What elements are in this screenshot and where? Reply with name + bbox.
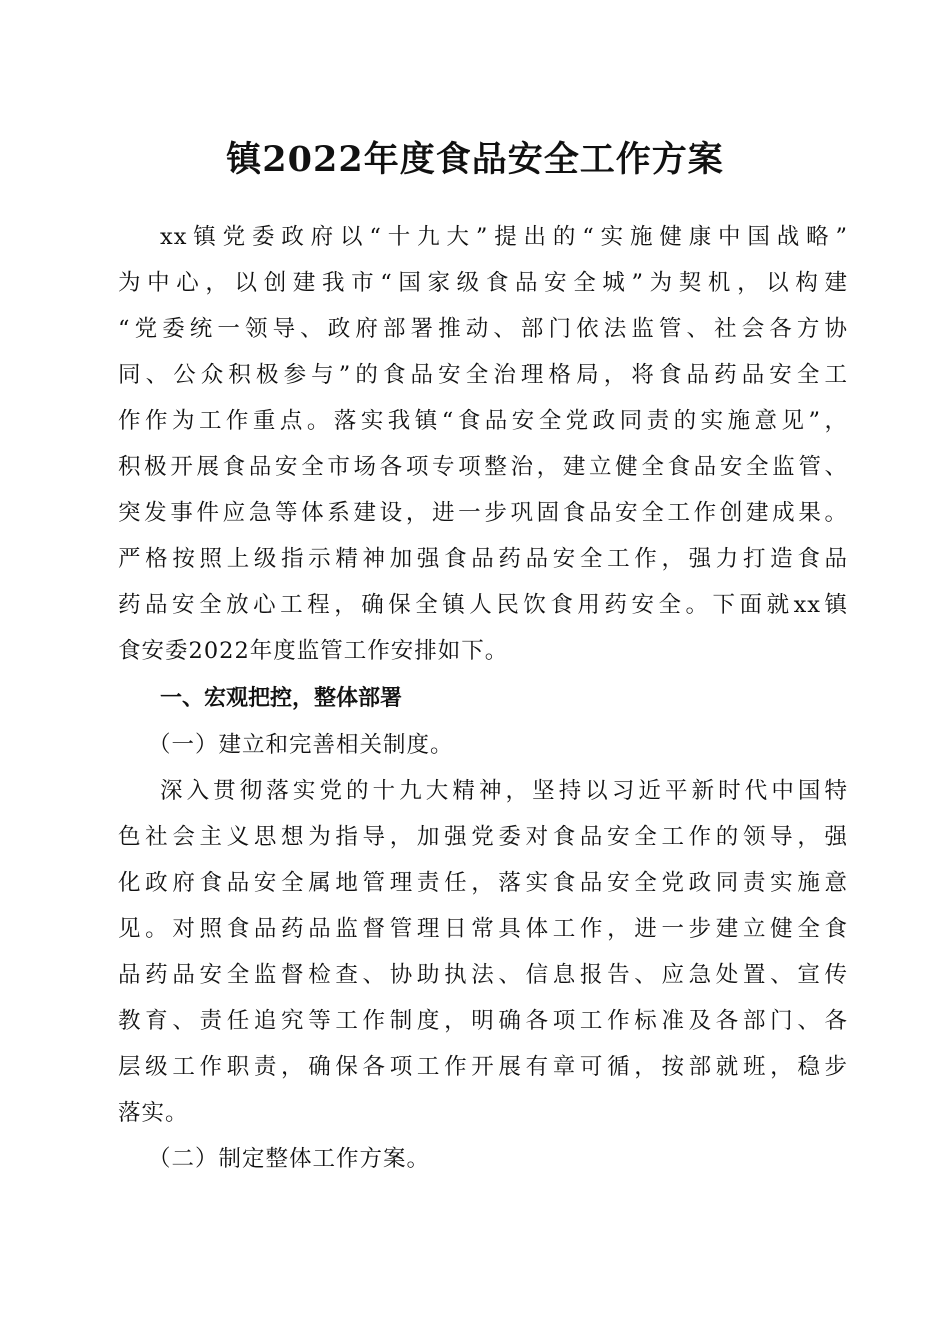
document-title: 镇2022年度食品安全工作方案: [226, 139, 724, 180]
paragraph-line: 作作为工作重点。落实我镇“食品安全党政同责的实施意见”，: [118, 408, 848, 434]
subsection-heading: （二）制定整体工作方案。: [148, 1146, 431, 1172]
paragraph-line: xx镇党委政府以“十九大”提出的“实施健康中国战略”: [160, 224, 848, 250]
paragraph-line: “党委统一领导、政府部署推动、部门依法监管、社会各方协: [118, 316, 848, 342]
paragraph-line: 为中心，以创建我市“国家级食品安全城”为契机，以构建: [118, 270, 848, 296]
paragraph-line: 落实。: [118, 1100, 189, 1126]
paragraph-line: 层级工作职责，确保各项工作开展有章可循，按部就班，稳步: [118, 1054, 848, 1080]
paragraph-line: 食安委2022年度监管工作安排如下。: [118, 638, 509, 664]
paragraph-line: 积极开展食品安全市场各项专项整治，建立健全食品安全监管、: [118, 454, 848, 480]
paragraph-line: 化政府食品安全属地管理责任，落实食品安全党政同责实施意: [118, 870, 848, 896]
paragraph-line: 严格按照上级指示精神加强食品药品安全工作，强力打造食品: [118, 546, 848, 572]
paragraph-line: 突发事件应急等体系建设，进一步巩固食品安全工作创建成果。: [118, 500, 848, 526]
paragraph-line: 药品安全放心工程，确保全镇人民饮食用药安全。下面就xx镇: [118, 592, 848, 618]
section-heading: 一、宏观把控，整体部署: [160, 686, 403, 711]
paragraph-line: 深入贯彻落实党的十九大精神，坚持以习近平新时代中国特: [160, 778, 848, 804]
paragraph-line: 教育、责任追究等工作制度，明确各项工作标准及各部门、各: [118, 1008, 848, 1034]
paragraph-line: 同、公众积极参与”的食品安全治理格局，将食品药品安全工: [118, 362, 848, 388]
paragraph-line: 品药品安全监督检查、协助执法、信息报告、应急处置、宣传: [118, 962, 848, 988]
subsection-heading: （一）建立和完善相关制度。: [148, 732, 454, 758]
paragraph-line: 色社会主义思想为指导，加强党委对食品安全工作的领导，强: [118, 824, 848, 850]
paragraph-line: 见。对照食品药品监督管理日常具体工作，进一步建立健全食: [118, 916, 848, 942]
